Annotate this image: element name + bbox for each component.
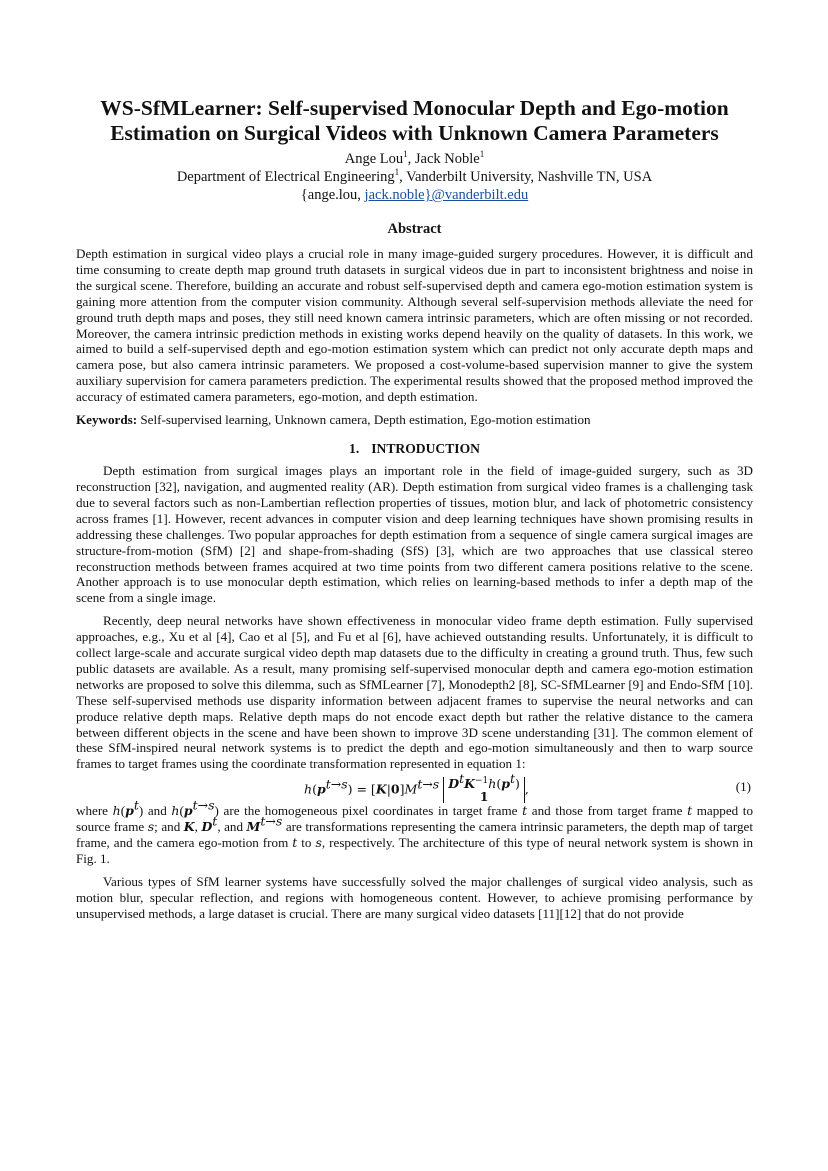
author-name: Jack Noble	[414, 151, 480, 167]
equation-bracket: $D^tK^{-1}h(p^t)$ 1	[443, 777, 525, 803]
email-link[interactable]: jack.noble}@vanderbilt.edu	[364, 187, 529, 203]
intro-paragraph-3: where $h(p^t)$ and $h(p^{t\to s})$ are the homogeneous pixel coordinates in target frame t and those from target frame t mapped to source frame s; and K, $D^t$, and $M^{t\to s}$ are transformations representing the camera intrinsic parameters, the depth map of target frame, and the camera ego-motion from t to s, respectively. The architecture of this type of neural network system is shown in Fig. 1.	[76, 797, 753, 866]
equation-number: (1)	[735, 779, 751, 795]
affiliation-institution: , Vanderbilt University, Nashville TN, USA	[399, 169, 653, 185]
equation-body: $h(p^{t\to s}) = [K|0]M^{t\to s}$ $D^tK^{-1}h(p^t)$ 1 ,	[304, 771, 529, 805]
keywords-text: Self-supervised learning, Unknown camera, Depth estimation, Ego-motion estimation	[137, 412, 591, 428]
author-name: Ange Lou	[344, 151, 404, 167]
section-heading	[76, 440, 753, 458]
section-title: INTRODUCTION	[371, 441, 480, 457]
author-separator: ,	[407, 151, 415, 167]
keywords-line	[76, 412, 753, 428]
abstract-heading: Abstract	[387, 221, 442, 237]
affiliation-marker: 1	[394, 167, 400, 178]
intro-paragraph-4: Various types of SfM learner systems have successfully solved the major challenges of surgical video analysis, such as motion blur, specular reflection, and regions with homogeneous content. However, to achieve promising performance by unsupervised methods, a large dataset is crucial. There are many surgical video datasets [11][12] that do not provide	[76, 873, 753, 921]
affiliation-line	[76, 168, 753, 186]
email-prefix: {ange.lou,	[300, 187, 365, 203]
intro-paragraph-1: Depth estimation from surgical images plays an important role in the field of image-guided surgery, such as 3D reconstruction [32], navigation, and augmented reality (AR). Depth estimation from surgical video frames is a challenging task due to several factors such as non-Lambertian reflection properties of tissues, motion blur, and lack of photometric consistency across frames [1]. However, recent advances in computer vision and deep learning techniques have shown promising results in addressing these challenges. Two popular approaches for depth estimation from a sequence of single camera surgical images are structure-from-motion (SfM) [2] and shape-from-shading (SfS) [3], which are two approaches that use classical stereo reconstruction methods between frames acquired at two time points from two different camera positions relative to the scene. Another approach is to use monocular depth estimation, which relies on learning-based methods to infer a depth map of the scene from a single image.	[76, 463, 753, 606]
keywords-label: Keywords:	[76, 412, 138, 428]
intro-paragraph-2: Recently, deep neural networks have shown effectiveness in monocular video frame depth estimation. Fully supervised approaches, e.g., Xu et al [4], Cao et al [5], and Fu et al [6], have achieved outstanding results. Unfortunately, it is difficult to collect large-scale and accurate surgical video depth map datasets due to the difficulty in creating a ground truth. Thus, few such public datasets are available. As a result, many promising self-supervised monocular depth and camera ego-motion estimation networks are proposed to solve this dilemma, such as SfMLearner [7], Monodepth2 [8], SC-SfMLearner [9] and Endo-SfM [10]. These self-supervised methods use disparity information between adjacent frames to supervise the neural networks and can produce relative depth maps. Relative depth maps do not encode exact depth but rather the relative distance to the camera between different objects in the scene and have been shown to improve 3D scene understanding [31]. The common element of these SfM-inspired neural network systems is to predict the depth and ego-motion simultaneously and then to warp source frames to target frames using the coordinate transformation represented in equation 1:	[76, 613, 753, 772]
email-line	[76, 186, 753, 204]
affiliation-marker: 1	[479, 149, 485, 160]
abstract-body: Depth estimation in surgical video plays a crucial role in many image-guided surgery procedures. However, it is difficult and time consuming to create depth map ground truth datasets in surgical videos due in part to inconsistent brightness and noise in the surgical scene. Therefore, building an accurate and robust self-supervised depth and camera ego-motion estimation system is gaining more attention from the computer vision community. Although several self-supervision methods alleviate the need for ground truth depth maps and poses, they still need known camera intrinsic parameters, which are often missing or not recorded. Moreover, the camera intrinsic prediction methods in existing works depend heavily on the quality of datasets. In this work, we aimed to build a self-supervised depth and ego-motion estimation system which can predict not only accurate depth maps and camera pose, but also camera intrinsic parameters. We proposed a cost-volume-based supervision manner to give the system auxiliary supervision for camera parameters prediction. The experimental results showed that the proposed method improved the accuracy of estimated camera parameters, ego-motion, and depth estimation.	[76, 246, 753, 405]
paper-title: WS-SfMLearner: Self-supervised Monocular Depth and Ego-motion Estimation on Surgical Videos with Unknown Camera Parameters	[100, 96, 729, 145]
section-number: 1.	[349, 441, 360, 457]
affiliation-department: Department of Electrical Engineering	[176, 169, 395, 185]
equation-1	[76, 772, 753, 803]
affiliation-marker: 1	[403, 149, 408, 160]
author-line	[76, 150, 753, 168]
paper-page	[76, 96, 753, 922]
